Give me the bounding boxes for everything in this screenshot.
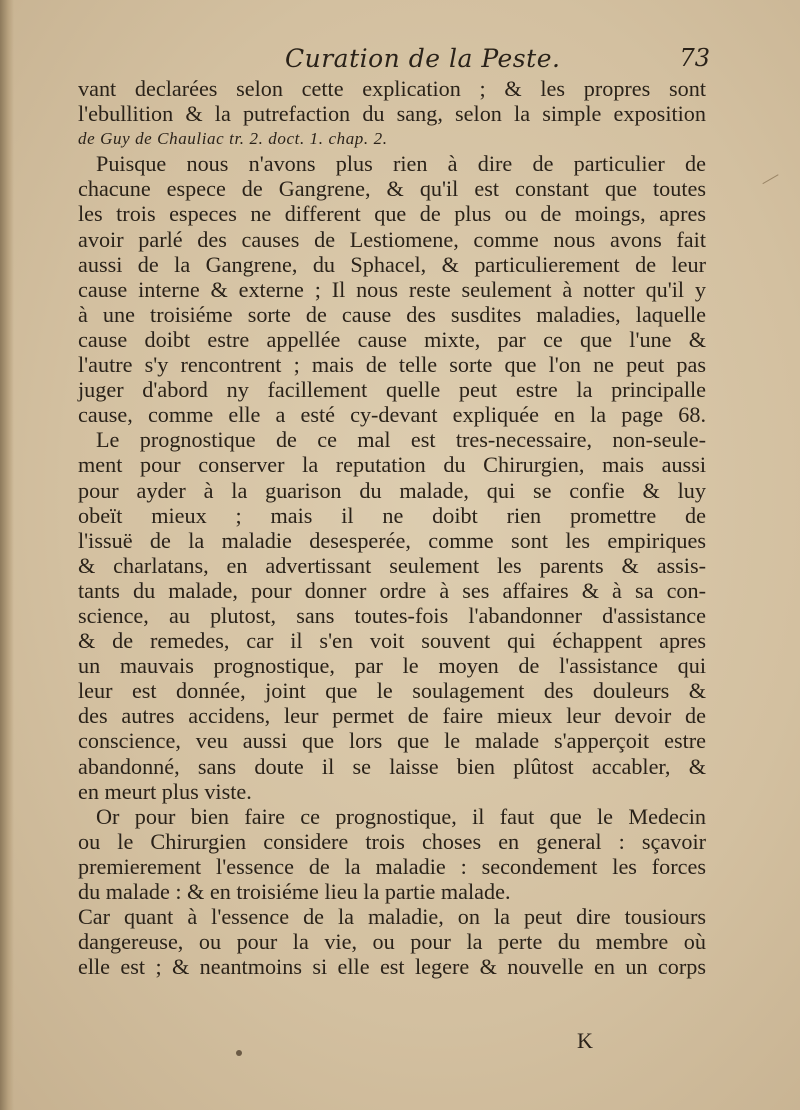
text-line: & de remedes, car il s'en voit souvent qui échappent apres [78, 628, 706, 654]
margin-stain [762, 174, 783, 193]
text-line: conscience, veu aussi que lors que le malade s'apperçoit estre [78, 728, 706, 754]
page-number: 73 [679, 44, 710, 72]
text-line: premierement l'essence de la maladie : secondement les forces [78, 853, 706, 879]
page-header [80, 44, 710, 78]
text-line: cause, comme elle a esté cy-devant expliquée en la page 68. [78, 402, 706, 428]
text-line: à une troisiéme sorte de cause des susdites maladies, laquelle [78, 301, 706, 327]
text-line: leur est donnée, joint que le soulagement des douleurs & [78, 678, 706, 704]
text-line: dangereuse, ou pour la vie, ou pour la perte du membre où [78, 929, 706, 955]
citation-line: de Guy de Chauliac tr. 2. doct. 1. chap. 2. [78, 129, 388, 149]
text-line: elle est ; & neantmoins si elle est legere & nouvelle en un corps [78, 954, 706, 980]
text-line: obeït mieux ; mais il ne doibt rien promettre de [78, 502, 706, 528]
paragraph-end-line: du malade : & en troisiéme lieu la partie malade. [78, 879, 511, 904]
text-line: pour ayder à la guarison du malade, qui se confie & luy [78, 477, 706, 503]
text-line: l'autre s'y rencontrent ; mais de telle sorte que l'on ne peut pas [78, 352, 706, 378]
page-gutter-shadow [0, 0, 14, 1110]
text-line: aussi de la Gangrene, du Sphacel, & particulierement de leur [78, 251, 706, 277]
text-line: des autres accidens, leur permet de faire mieux leur devoir de [78, 703, 706, 729]
text-line: ou le Chirurgien considere trois choses en general : sçavoir [78, 828, 706, 854]
text-line: & charlatans, en advertissant seulement les parents & assis- [78, 552, 706, 578]
paragraph-start-line: Le prognostique de ce mal est tres-necessaire, non-seule- [96, 427, 706, 453]
text-line: les trois especes ne different que de plus ou de moings, apres [78, 201, 706, 227]
text-line: ment pour conserver la reputation du Chirurgien, mais aussi [78, 452, 706, 478]
text-line: vant declarées selon cette explication ; & les propres sont [78, 76, 706, 101]
text-line: science, au plutost, sans toutes-fois l'abandonner d'assistance [78, 602, 706, 628]
paragraph-start-line: Or pour bien faire ce prognostique, il faut que le Medecin [96, 803, 706, 829]
text-line: chacune espece de Gangrene, & qu'il est constant que toutes [78, 176, 706, 202]
text-line: cause interne & externe ; Il nous reste seulement à notter qu'il y [78, 276, 706, 302]
body-text [78, 76, 706, 979]
text-line: abandonné, sans doute il se laisse bien plûtost accabler, & [78, 753, 706, 779]
text-line: juger d'abord ny facillement quelle peut estre la principalle [78, 377, 706, 403]
text-line: un mauvais prognostique, par le moyen de l'assistance qui [78, 653, 706, 679]
ink-blot [236, 1050, 242, 1056]
text-line: tants du malade, pour donner ordre à ses affaires & à sa con- [78, 577, 706, 603]
paragraph-start-line: Puisque nous n'avons plus rien à dire de particulier de [96, 151, 706, 177]
text-line: cause doibt estre appellée cause mixte, par ce que l'une & [78, 326, 706, 352]
signature-mark: K [577, 1028, 593, 1053]
running-title: Curation de la Peste. [285, 44, 561, 73]
text-line: l'ebullition & la putrefaction du sang, selon la simple exposition [78, 101, 706, 127]
text-line: l'issuë de la maladie desesperée, comme sont les empiriques [78, 527, 706, 553]
paragraph-start-line: Car quant à l'essence de la maladie, on la peut dire tousiours [78, 904, 706, 930]
text-line: avoir parlé des causes de Lestiomene, comme nous avons fait [78, 226, 706, 252]
paragraph-end-line: en meurt plus viste. [78, 778, 252, 804]
